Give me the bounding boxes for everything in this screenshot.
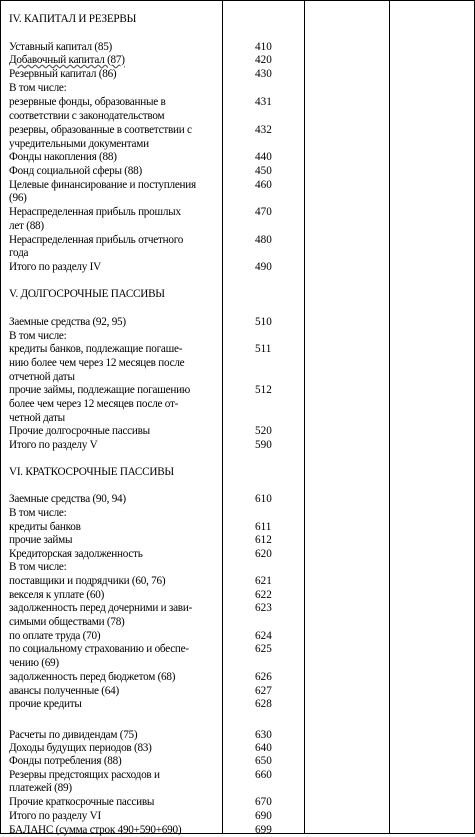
table-row — [0, 207, 475, 219]
table-row — [0, 152, 475, 164]
row-code: 590 — [255, 439, 272, 451]
row-label: Целевые финансирование и поступления — [9, 179, 196, 191]
row-label: Кредиторская задолженность — [9, 548, 143, 560]
row-code: 610 — [255, 493, 272, 505]
row-label: прочие займы, подлежащие погашению — [9, 384, 190, 396]
table-row — [0, 413, 475, 425]
row-code: 612 — [255, 534, 272, 546]
table-row — [0, 699, 475, 711]
row-code: 699 — [255, 824, 272, 836]
row-code: 626 — [255, 671, 272, 683]
row-label: Нераспределенная прибыль отчетного — [9, 234, 184, 246]
row-label: по оплате труда (70) — [9, 630, 101, 642]
row-label: соответствии с законодательством — [9, 110, 165, 122]
row-label: нию более чем через 12 месяцев после — [9, 357, 185, 369]
row-label: Итого по разделу VI — [9, 810, 101, 822]
table-row — [0, 713, 475, 725]
row-code: 460 — [255, 179, 272, 191]
table-row — [0, 193, 475, 205]
row-code: 670 — [255, 796, 272, 808]
row-label: задолженность перед дочерними и зави- — [9, 602, 193, 614]
table-row — [0, 399, 475, 411]
row-label: В том числе: — [9, 330, 67, 342]
table-row — [0, 358, 475, 370]
table-row — [0, 617, 475, 629]
table-row — [0, 743, 475, 755]
row-code: 511 — [255, 343, 272, 355]
table-row — [0, 426, 475, 438]
table-row — [0, 481, 475, 493]
table-row — [0, 125, 475, 137]
table-row — [0, 797, 475, 809]
row-label: по социальному страхованию и обеспе- — [9, 643, 189, 655]
row-label: (96) — [9, 192, 27, 204]
table-row — [0, 825, 475, 837]
table-row — [0, 139, 475, 151]
row-code: 630 — [255, 729, 272, 741]
table-row — [0, 440, 475, 452]
row-code: 623 — [255, 602, 272, 614]
table-row — [0, 317, 475, 329]
row-label: БАЛАНС (сумма строк 490+590+690) — [9, 824, 182, 836]
row-code: 520 — [255, 425, 272, 437]
row-label: Резервы предстоящих расходов и — [9, 769, 160, 781]
row-label: Фонды накопления (88) — [9, 151, 117, 163]
row-label: лет (88) — [9, 220, 44, 232]
row-code: 431 — [255, 96, 272, 108]
row-code: 470 — [255, 206, 272, 218]
row-label: векселя к уплате (60) — [9, 589, 105, 601]
table-row — [0, 562, 475, 574]
table-row — [0, 590, 475, 602]
row-code: 512 — [255, 384, 272, 396]
row-label: В том числе: — [9, 507, 67, 519]
row-code: 650 — [255, 755, 272, 767]
row-label: симыми обществами (78) — [9, 616, 125, 628]
row-label: IV. КАПИТАЛ И РЕЗЕРВЫ — [9, 13, 137, 25]
row-code: 690 — [255, 810, 272, 822]
row-code: 410 — [255, 41, 272, 53]
table-row — [0, 303, 475, 315]
table-row — [0, 14, 475, 26]
row-label: платежей (89) — [9, 782, 72, 794]
row-label: более чем через 12 месяцев после от- — [9, 398, 179, 410]
row-label: В том числе: — [9, 82, 67, 94]
table-row — [0, 522, 475, 534]
row-label: отчетной даты — [9, 371, 75, 383]
row-code: 450 — [255, 165, 272, 177]
table-row — [0, 770, 475, 782]
row-label: прочие займы — [9, 534, 73, 546]
row-label: резервные фонды, образованные в — [9, 96, 166, 108]
table-row — [0, 811, 475, 823]
table-row — [0, 42, 475, 54]
row-code: 432 — [255, 124, 272, 136]
row-label: V. ДОЛГОСРОЧНЫЕ ПАССИВЫ — [9, 288, 165, 300]
table-row — [0, 730, 475, 742]
table-row — [0, 111, 475, 123]
row-label: VI. КРАТКОСРОЧНЫЕ ПАССИВЫ — [9, 466, 174, 478]
row-label: Заемные средства (92, 95) — [9, 316, 126, 328]
row-label: Расчеты по дивидендам (75) — [9, 729, 138, 741]
row-label: Итого по разделу IV — [9, 261, 101, 273]
row-label: Фонды потребления (88) — [9, 755, 122, 767]
row-label: Добавочный капитал (87) — [9, 54, 125, 66]
table-row — [0, 180, 475, 192]
table-row — [0, 603, 475, 615]
table-row — [0, 248, 475, 260]
table-row — [0, 385, 475, 397]
table-row — [0, 97, 475, 109]
row-label: кредиты банков, подлежащие погаше- — [9, 343, 183, 355]
table-row — [0, 262, 475, 274]
row-label: кредиты банков — [9, 521, 81, 533]
row-label: Резервный капитал (86) — [9, 68, 117, 80]
table-row — [0, 644, 475, 656]
row-code: 420 — [255, 54, 272, 66]
table-row — [0, 756, 475, 768]
row-code: 620 — [255, 548, 272, 560]
row-code: 480 — [255, 234, 272, 246]
table-row — [0, 535, 475, 547]
table-row — [0, 508, 475, 520]
table-row — [0, 631, 475, 643]
table-row — [0, 83, 475, 95]
row-label: Прочие краткосрочные пассивы — [9, 796, 155, 808]
row-label: Итого по разделу V — [9, 439, 98, 451]
row-code: 510 — [255, 316, 272, 328]
table-row — [0, 28, 475, 40]
table-row — [0, 494, 475, 506]
table-row — [0, 276, 475, 288]
row-label: Доходы будущих периодов (83) — [9, 742, 152, 754]
table-row — [0, 235, 475, 247]
row-label: Нераспределенная прибыль прошлых — [9, 206, 181, 218]
table-row — [0, 672, 475, 684]
table-row — [0, 783, 475, 795]
row-code: 624 — [255, 630, 272, 642]
row-label: Фонд социальной сферы (88) — [9, 165, 142, 177]
row-label: учредительными документами — [9, 138, 149, 150]
table-row — [0, 289, 475, 301]
row-label: задолженность перед бюджетом (68) — [9, 671, 176, 683]
table-row — [0, 686, 475, 698]
table-row — [0, 55, 475, 67]
table-row — [0, 69, 475, 81]
row-label: авансы полученные (64) — [9, 685, 119, 697]
row-code: 627 — [255, 685, 272, 697]
table-row — [0, 221, 475, 233]
row-code: 430 — [255, 68, 272, 80]
table-row — [0, 658, 475, 670]
row-label: года — [9, 247, 29, 259]
row-label: Заемные средства (90, 94) — [9, 493, 126, 505]
row-label: поставщики и подрядчики (60, 76) — [9, 575, 166, 587]
row-code: 622 — [255, 589, 272, 601]
table-row — [0, 576, 475, 588]
row-code: 640 — [255, 742, 272, 754]
row-label: В том числе: — [9, 561, 67, 573]
row-label: четной даты — [9, 412, 65, 424]
table-row — [0, 549, 475, 561]
table-row — [0, 344, 475, 356]
row-code: 490 — [255, 261, 272, 273]
row-label: прочие кредиты — [9, 698, 82, 710]
row-code: 628 — [255, 698, 272, 710]
row-code: 611 — [255, 521, 272, 533]
table-row — [0, 331, 475, 343]
row-code: 625 — [255, 643, 272, 655]
table-row — [0, 454, 475, 466]
row-label: Уставный капитал (85) — [9, 41, 113, 53]
table-row — [0, 166, 475, 178]
table-row — [0, 467, 475, 479]
row-label: чению (69) — [9, 657, 59, 669]
row-code: 660 — [255, 769, 272, 781]
table-row — [0, 372, 475, 384]
row-label: резервы, образованные в соответствии с — [9, 124, 192, 136]
row-code: 621 — [255, 575, 272, 587]
row-label: Прочие долгосрочные пассивы — [9, 425, 150, 437]
row-code: 440 — [255, 151, 272, 163]
